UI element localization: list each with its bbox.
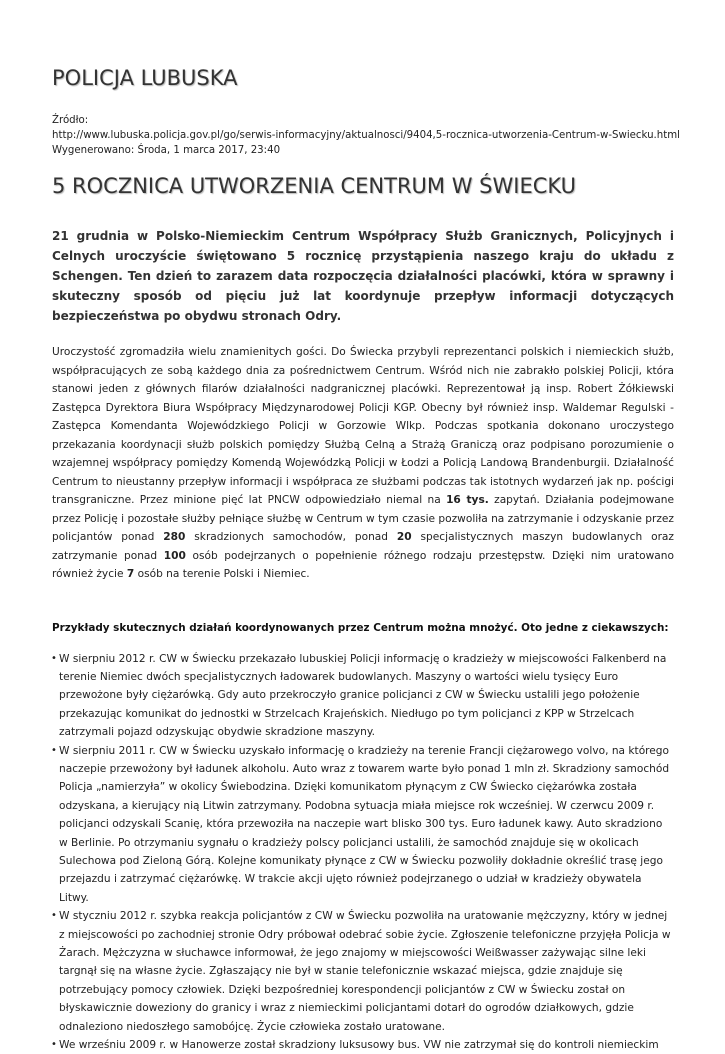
bullet-icon: •	[51, 650, 57, 668]
body-part-2: zapytań. Działania podejmowane przez Policję i pozostałe służby pełniące służbę w Centrum w tym czasie pozwoliła na zatrzymanie i odzyskanie przez policjantów ponad	[52, 494, 674, 543]
bullet-icon: •	[51, 907, 57, 925]
stat-queries-unit: tys.	[461, 494, 489, 506]
stat-lives: 7	[127, 568, 134, 580]
site-title: POLICJA LUBUSKA	[52, 60, 674, 96]
body-part-5: osób podejrzanych o popełnienie różnego rodzaju przestępstw. Dzięki nim uratowano również życie	[52, 550, 674, 581]
list-item	[59, 907, 674, 1036]
example-text: W sierpniu 2011 r. CW w Świecku uzyskało informację o kradzieży na terenie Francji ciężarowego volvo, na którego naczepie przewożony był ładunek alkoholu. Auto wraz z towarem warte było ponad 1 mln zł. Skradziony samochód Policja „namierzyła” w okolicy Świebodzina. Dzięki komunikatom płynącym z CW Świecko ciężarówka została odzyskana, a kierujący nią Litwin zatrzymany. Podobna sytuacja miała miejsce rok wcześniej. W czerwcu 2009 r. policjanci odzyskali Scanię, która przewoziła na naczepie wart blisko 300 tys. Euro ładunek kawy. Auto skradziono w Berlinie. Po otrzymaniu sygnału o kradzieży polscy policjanci ustalili, że samochód znajduje się w okolicach Sulechowa pod Zieloną Górą. Kolejne komunikaty płynące z CW w Świecku pozwoliły dokładnie określić trasę jego przejazdu i zatrzymać ciężarówkę. W trakcie akcji ujęto również podejrzanego o udział w kradzieży obywatela Litwy.	[59, 745, 669, 904]
stat-machines: 20	[397, 531, 412, 543]
source-label: Źródło:	[52, 113, 674, 128]
body-part-4: specjalistycznych maszyn budowlanych oraz zatrzymanie ponad	[52, 531, 674, 562]
bullet-icon: •	[51, 1036, 57, 1054]
stat-cars: 280	[163, 531, 185, 543]
document-page	[52, 60, 674, 1054]
example-text: We wrześniu 2009 r. w Hanowerze został skradziony luksusowy bus. VW nie zatrzymał się do kontroli niemieckim	[59, 1039, 659, 1051]
article-title: 5 ROCZNICA UTWORZENIA CENTRUM W ŚWIECKU	[52, 170, 674, 202]
article-lead: 21 grudnia w Polsko-Niemieckim Centrum Współpracy Służb Granicznych, Policyjnych i Celnych uroczyście świętowano 5 rocznicę przystąpienia naszego kraju do układu z Schengen. Ten dzień to zarazem data rozpoczęcia działalności placówki, która w sprawny i skuteczny sposób od pięciu już lat koordynuje przepływ informacji dotyczących bezpieczeństwa po obydwu stronach Odry.	[52, 226, 674, 326]
generated-date: Wygenerowano: Środa, 1 marca 2017, 23:40	[52, 143, 674, 158]
examples-heading: Przykłady skutecznych działań koordynowanych przez Centrum można mnożyć. Oto jedne z ciekawszych:	[52, 620, 674, 636]
stat-suspects: 100	[164, 550, 186, 562]
body-part-6: osób na terenie Polski i Niemiec.	[134, 568, 309, 580]
list-item	[59, 742, 674, 908]
list-item	[59, 650, 674, 742]
examples-list	[52, 650, 674, 1054]
source-url: http://www.lubuska.policja.gov.pl/go/serwis-informacyjny/aktualnosci/9404,5-rocznica-utworzenia-Centrum-w-Swiecku.html	[52, 128, 674, 143]
stat-queries: 16	[446, 494, 461, 506]
bullet-icon: •	[51, 742, 57, 760]
body-part-3: skradzionych samochodów, ponad	[185, 531, 397, 543]
example-text: W styczniu 2012 r. szybka reakcja policjantów z CW w Świecku pozwoliła na uratowanie mężczyzny, który w jednej z miejscowości po zachodniej stronie Odry próbował odebrać sobie życie. Zgłoszenie telefoniczne przyjęła Policja w Żarach. Mężczyzna w słuchawce informował, że jego znajomy w miejscowości Weißwasser zażywając silne leki targnął się na własne życie. Zgłaszający nie był w stanie telefonicznie wskazać miejsca, gdzie znajduje się potrzebujący pomocy człowiek. Dzięki bezpośredniej korespondencji policjantów z CW w Świecku został on błyskawicznie doweziony do granicy i wraz z niemieckimi policjantami dotarł do ogrodów działkowych, gdzie odnaleziono niedoszłego samobójcę. Życie człowieka zostało uratowane.	[59, 910, 670, 1032]
article-body	[52, 343, 674, 584]
source-meta	[52, 113, 674, 158]
example-text: W sierpniu 2012 r. CW w Świecku przekazało lubuskiej Policji informację o kradzieży w miejscowości Falkenberd na terenie Niemiec dwóch specjalistycznych ładowarek budowlanych. Maszyny o wartości wielu tysięcy Euro przewożone były ciężarówką. Gdy auto przekroczyło granice policjanci z CW w Świecku ustalili jego położenie przekazując komunikat do jednostki w Strzelcach Krajeńskich. Niedługo po tym policjanci z KPP w Strzelcach zatrzymali pojazd odzyskując obydwie skradzione maszyny.	[59, 653, 666, 739]
list-item	[59, 1036, 674, 1054]
body-part-1: Uroczystość zgromadziła wielu znamienitych gości. Do Świecka przybyli reprezentanci polskich i niemieckich służb, współpracujących ze sobą każdego dnia za pośrednictwem Centrum. Wśród nich nie zabrakło polskiej Policji, która stanowi jeden z głównych filarów działalności nadgranicznej placówki. Reprezentował ją insp. Robert Żółkiewski Zastępca Dyrektora Biura Współpracy Międzynarodowej Policji KGP. Obecny był również insp. Waldemar Regulski - Zastępca Komendanta Wojewódzkiego Policji w Gorzowie Wlkp. Podczas spotkania dokonano uroczystego przekazania koordynacji służb polskich pomiędzy Służbą Celną a Strażą Graniczą oraz podpisano porozumienie o wzajemnej współpracy pomiędzy Komendą Wojewódzką Policji w Łodzi a Policją Landową Brandenburgii. Działalność Centrum to nieustanny przepływ informacji i współpraca ze służbami podczas tak istotnych wydarzeń jak np. pościgi transgraniczne. Przez minione pięć lat PNCW odpowiedziało niemal na	[52, 346, 674, 506]
